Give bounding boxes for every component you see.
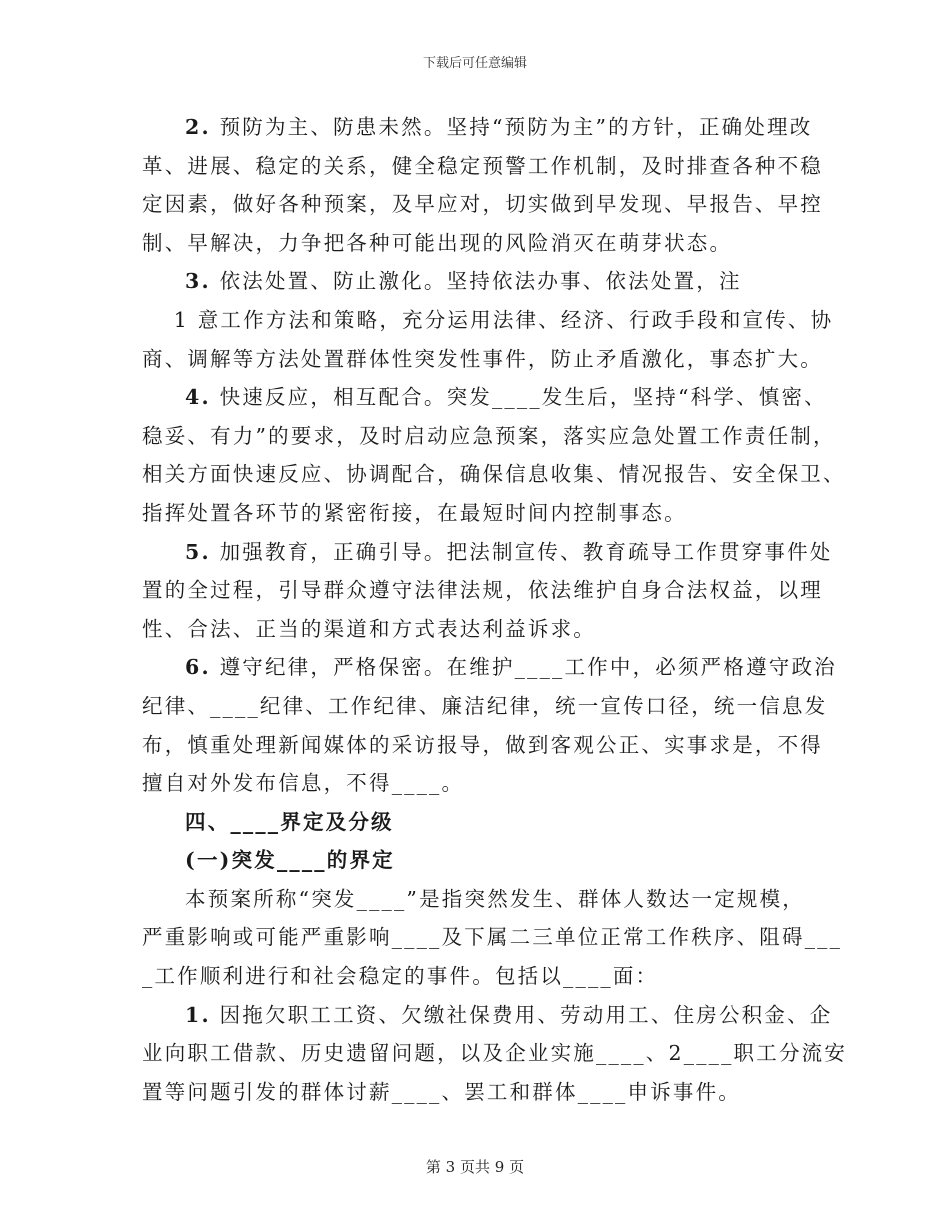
item-number: 5. — [185, 539, 211, 564]
line-text: 快速反应，相互配合。突发____发生后，坚持“科学、慎密、 — [210, 385, 827, 410]
paragraph-line — [142, 533, 833, 572]
paragraph-line: 商、调解等方法处置群体性突发性事件，防止矛盾激化，事态扩大。 — [142, 346, 823, 371]
paragraph-line: 制、早解决，力争把各种可能出现的风险消灭在萌芽状态。 — [142, 230, 733, 255]
paragraph-line: 定因素，做好各种预案，及早应对，切实做到早发现、早报告、早控 — [142, 192, 823, 217]
paragraph-line — [142, 262, 822, 301]
line-text: 预防为主、防患未然。坚持“预防为主”的方针，正确处理改 — [210, 115, 813, 139]
paragraph-line — [142, 996, 833, 1035]
paragraph-line: 指挥处置各环节的紧密衔接，在最短时间内控制事态。 — [142, 500, 687, 525]
line-text: 加强教育，正确引导。把法制宣传、教育疏导工作贯穿事件处 — [210, 539, 833, 564]
item-number: 4. — [185, 385, 211, 410]
item-number: 2. — [185, 115, 211, 139]
page-footer: 第 3 页共 9 页 — [425, 1158, 525, 1176]
paragraph-line: 革、进展、稳定的关系，健全稳定预警工作机制，及时排查各种不稳 — [142, 153, 823, 178]
paragraph-line — [142, 108, 822, 147]
paragraph-line: _工作顺利进行和社会稳定的事件。包括以____面： — [142, 964, 659, 989]
paragraph-line: 纪律、____纪律、工作纪律、廉洁纪律，统一宣传口径，统一信息发 — [142, 693, 828, 718]
paragraph-line: 相关方面快速反应、协调配合，确保信息收集、情况报告、安全保卫、 — [142, 462, 846, 487]
page-header: 下载后可任意编辑 — [422, 56, 527, 71]
paragraph-line: 擅自对外发布信息，不得____。 — [142, 771, 465, 796]
paragraph-line: 置的全过程，引导群众遵守法律法规，依法维护自身合法权益，以理 — [142, 578, 823, 603]
line-text: 遵守纪律，严格保密。在维护____工作中，必须严格遵守政治 — [210, 655, 837, 680]
paragraph-line: 置等问题引发的群体讨薪____、罢工和群体____申诉事件。 — [142, 1079, 741, 1104]
subsection-heading: (一)突发____的界定 — [185, 848, 395, 873]
paragraph-line — [142, 378, 827, 417]
paragraph-line: 布，慎重处理新闻媒体的采访报导，做到客观公正、实事求是，不得 — [142, 732, 823, 757]
document-body — [142, 108, 848, 1111]
item-number: 1. — [185, 1002, 211, 1027]
paragraph-line: 1 意工作方法和策略，充分运用法律、经济、行政手段和宣传、协 — [173, 307, 834, 332]
section-heading: 四、____界定及分级 — [185, 809, 394, 834]
paragraph-line: 本预案所称“突发____”是指突然发生、群体人数达一定规模， — [185, 886, 806, 911]
line-text: 依法处置、防止激化。坚持依法办事、依法处置，注 — [210, 269, 742, 294]
line-text: 因拖欠职工工资、欠缴社保费用、劳动用工、住房公积金、企 — [210, 1002, 833, 1027]
paragraph-line: 严重影响或可能严重影响____及下属二三单位正常工作秩序、阻碍___ — [142, 925, 843, 950]
item-number: 3. — [185, 269, 211, 294]
paragraph-line — [142, 648, 837, 687]
paragraph-line: 性、合法、正当的渠道和方式表达利益诉求。 — [142, 616, 596, 641]
paragraph-line: 业向职工借款、历史遗留问题，以及企业实施____、2____职工分流安 — [142, 1041, 848, 1066]
paragraph-line: 稳妥、有力”的要求，及时启动应急预案，落实应急处置工作责任制， — [142, 423, 836, 448]
item-number: 6. — [185, 655, 211, 680]
